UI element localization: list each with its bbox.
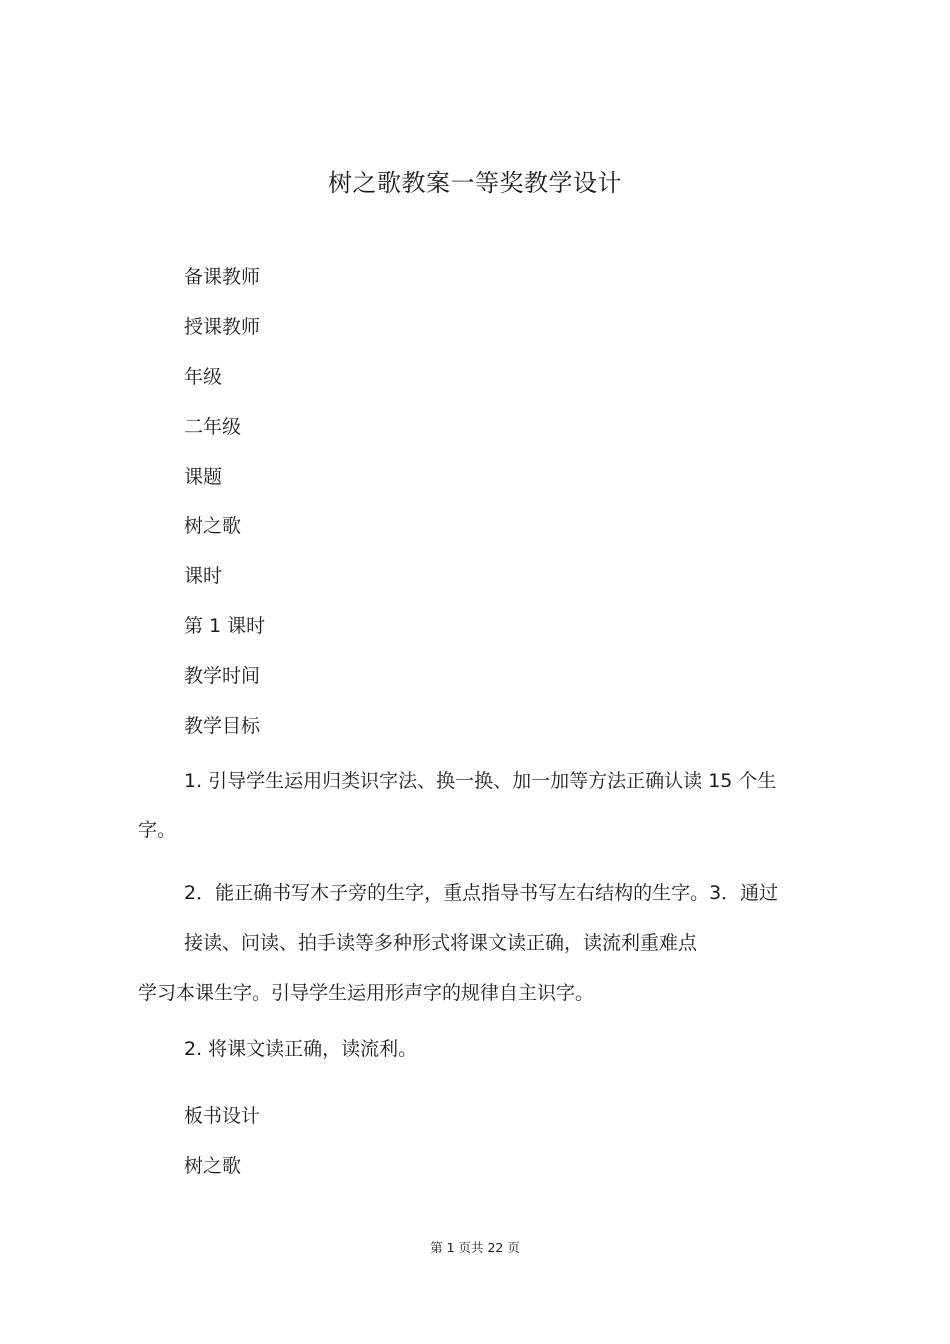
key-difficulty-line: 学习本课生字。引导学生运用形声字的规律自主识字。 (138, 982, 595, 1004)
document-title: 树之歌教案一等奖教学设计 (328, 169, 622, 197)
field-label-period: 课时 (184, 565, 223, 587)
field-label-topic: 课题 (184, 466, 223, 488)
field-label-board-design: 板书设计 (184, 1105, 261, 1127)
objective-2-line-1: 2．能正确书写木子旁的生字，重点指导书写左右结构的生字。3．通过 (184, 882, 779, 904)
objective-1-line-1: 1. 引导学生运用归类识字法、换一换、加一加等方法正确认读 15 个生 (184, 770, 777, 792)
field-label-grade: 年级 (184, 366, 223, 388)
objective-1-line-2: 字。 (138, 819, 177, 841)
difficulty-item-2: 2. 将课文读正确，读流利。 (184, 1038, 418, 1060)
objective-2-line-2: 接读、问读、拍手读等多种形式将课文读正确，读流利重难点 (184, 932, 698, 954)
board-design-title: 树之歌 (184, 1155, 242, 1177)
field-label-teaching-time: 教学时间 (184, 665, 261, 687)
field-value-grade: 二年级 (184, 416, 242, 438)
field-label-teacher: 授课教师 (184, 316, 261, 338)
field-value-period: 第 1 课时 (184, 615, 266, 637)
field-label-objectives: 教学目标 (184, 715, 261, 737)
page-footer: 第 1 页共 22 页 (430, 1240, 520, 1255)
field-value-topic: 树之歌 (184, 515, 242, 537)
field-label-lesson-preparer: 备课教师 (184, 266, 261, 288)
